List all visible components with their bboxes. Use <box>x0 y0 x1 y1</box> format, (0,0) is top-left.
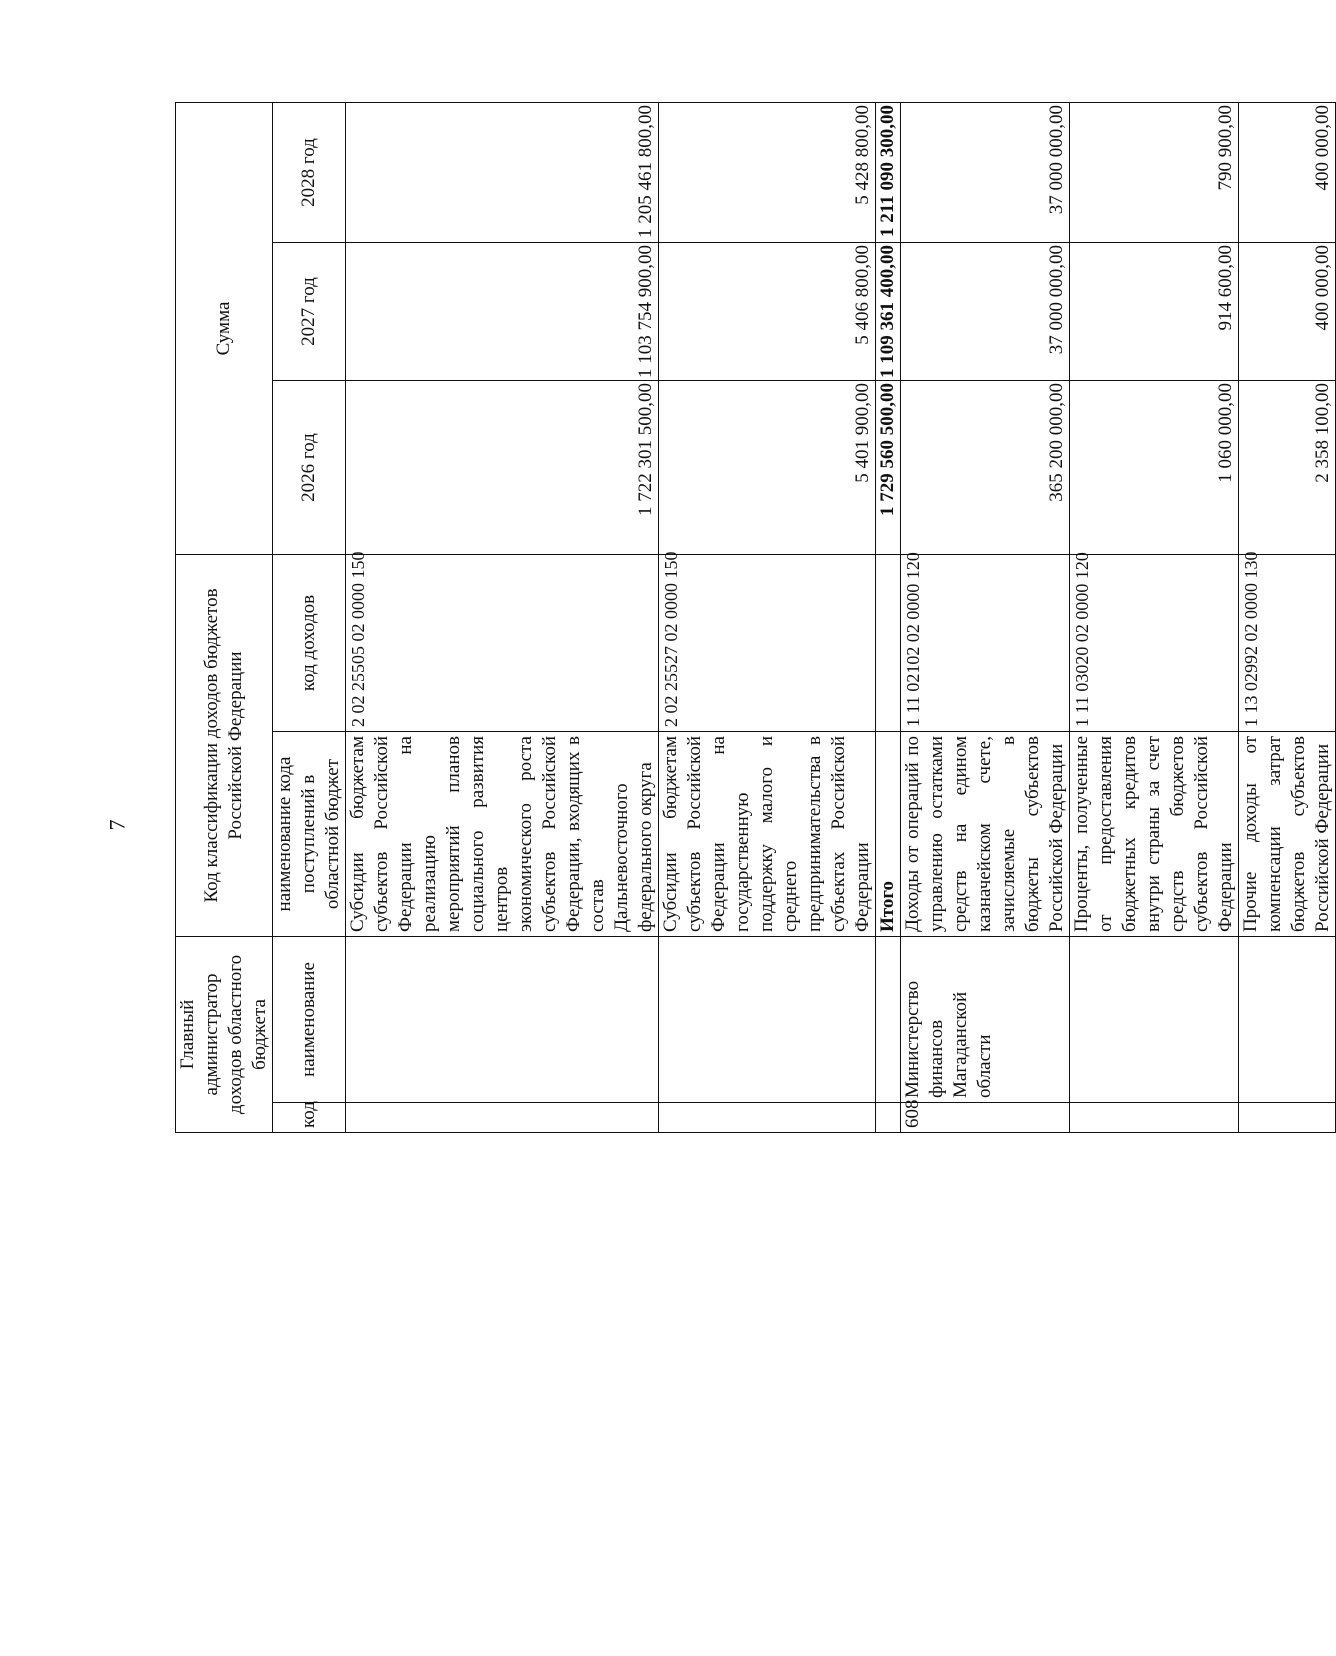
income-name: Доходы от операций по управлению остатками средств на едином казначейском счете, зачисляемые в бюджеты субъектов Российской Федерации <box>901 732 1070 937</box>
income-code: 1 11 03020 02 0000 120 <box>1070 555 1239 732</box>
income-code: 1 13 02992 02 0000 130 <box>1239 555 1336 732</box>
income-table <box>175 102 1336 1133</box>
table-row <box>659 103 876 1133</box>
income-name: Прочие доходы от компенсации затрат бюджетов субъектов Российской Федерации <box>1239 732 1336 937</box>
amount-2028: 790 900,00 <box>1070 103 1239 243</box>
table-row <box>1239 103 1336 1133</box>
admin-name: Министерство финансов Магаданской области <box>901 937 1070 1103</box>
header-year-2028: 2028 год <box>273 103 346 243</box>
income-name: Проценты, полученные от предоставления бюджетных кредитов внутри страны за счет средств бюджетов субъектов Российской Федерации <box>1070 732 1239 937</box>
admin-code: 608 <box>901 1103 1070 1133</box>
table-row <box>1070 103 1239 1133</box>
admin-name <box>876 937 901 1103</box>
header-admin-group: Главный администратор доходов областного бюджета <box>176 937 273 1133</box>
income-code <box>876 555 901 732</box>
table-row-total <box>876 103 901 1133</box>
income-name: Субсидии бюджетам субъектов Российской Федерации на реализацию мероприятий планов социального развития центров экономического роста субъектов Российской Федерации, входящих в состав Дальневосточного федерального округа <box>346 732 659 937</box>
amount-2026: 1 060 000,00 <box>1070 381 1239 555</box>
header-year-2027: 2027 год <box>273 243 346 381</box>
amount-2028: 37 000 000,00 <box>901 103 1070 243</box>
amount-2027: 400 000,00 <box>1239 243 1336 381</box>
income-name: Субсидии бюджетам субъектов Российской Федерации на государственную поддержку малого и среднего предпринимательства в субъектах Российской Федерации <box>659 732 876 937</box>
total-label: Итого <box>876 732 901 937</box>
amount-2026: 2 358 100,00 <box>1239 381 1336 555</box>
admin-code <box>876 1103 901 1133</box>
header-sum-group: Сумма <box>176 103 273 555</box>
header-col-income-name: наименование кода поступлений в областной бюджет <box>273 732 346 937</box>
amount-2028: 5 428 800,00 <box>659 103 876 243</box>
amount-2028: 1 205 461 800,00 <box>346 103 659 243</box>
header-year-2026: 2026 год <box>273 381 346 555</box>
amount-2027: 37 000 000,00 <box>901 243 1070 381</box>
header-col-name: наименование <box>273 937 346 1103</box>
admin-code <box>659 1103 876 1133</box>
header-col-code: код <box>273 1103 346 1133</box>
amount-2027: 914 600,00 <box>1070 243 1239 381</box>
amount-2027: 1 103 754 900,00 <box>346 243 659 381</box>
header-class-group: Код классификации доходов бюджетов Российской Федерации <box>176 555 273 937</box>
admin-name <box>346 937 659 1103</box>
admin-code <box>1239 1103 1336 1133</box>
admin-name <box>1070 937 1239 1103</box>
total-2028: 1 211 090 300,00 <box>876 103 901 243</box>
total-2026: 1 729 560 500,00 <box>876 381 901 555</box>
rotated-table-container <box>175 103 1333 1133</box>
amount-2026: 1 722 301 500,00 <box>346 381 659 555</box>
header-col-income-code: код доходов <box>273 555 346 732</box>
admin-code <box>346 1103 659 1133</box>
income-code: 2 02 25505 02 0000 150 <box>346 555 659 732</box>
amount-2026: 365 200 000,00 <box>901 381 1070 555</box>
income-code: 2 02 25527 02 0000 150 <box>659 555 876 732</box>
amount-2027: 5 406 800,00 <box>659 243 876 381</box>
income-code: 1 11 02102 02 0000 120 <box>901 555 1070 732</box>
admin-name <box>1239 937 1336 1103</box>
admin-code <box>1070 1103 1239 1133</box>
amount-2026: 5 401 900,00 <box>659 381 876 555</box>
page-number: 7 <box>104 819 130 831</box>
total-2027: 1 109 361 400,00 <box>876 243 901 381</box>
table-row <box>346 103 659 1133</box>
amount-2028: 400 000,00 <box>1239 103 1336 243</box>
table-row <box>901 103 1070 1133</box>
admin-name <box>659 937 876 1103</box>
